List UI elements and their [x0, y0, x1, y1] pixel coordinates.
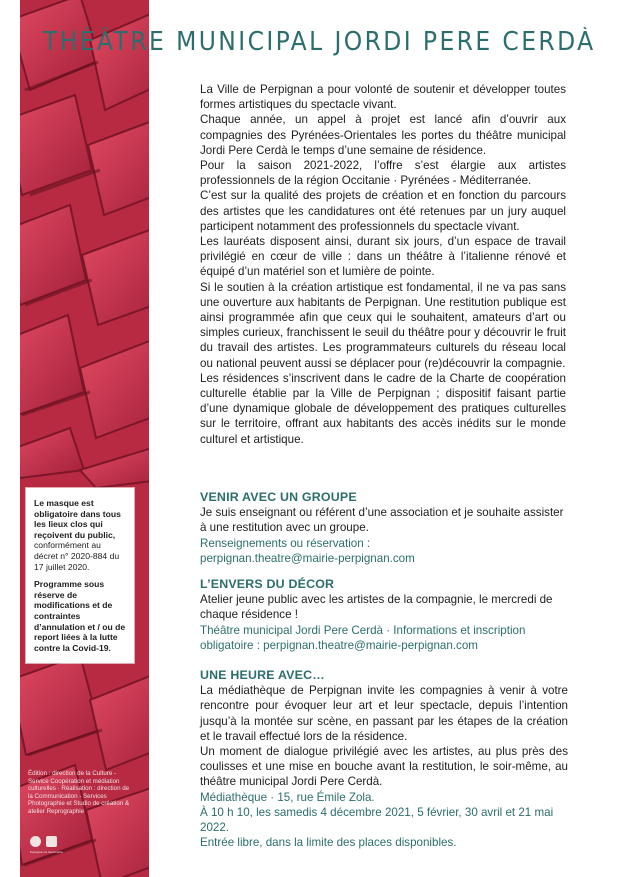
hour-text-bold: La médiathèque de Perpignan invite les compagnies à venir à votre rencontre: [200, 684, 568, 713]
recycle-logo-icon: [46, 836, 57, 847]
intro-paragraph: Pour la saison 2021-2022, l’offre s’est élargie aux artistes professionnels de la région Occitanie · Pyrénées - Méditerranée.: [200, 159, 566, 188]
covid-notice: [26, 488, 134, 663]
decor-section: [200, 577, 570, 653]
group-heading: VENIR AVEC UN GROUPE: [200, 490, 357, 504]
decor-heading: L’ENVERS DU DÉCOR: [200, 577, 335, 591]
group-info-label: Renseignements ou réservation :: [200, 536, 371, 550]
intro-paragraph: C’est sur la qualité des projets de création et en fonction du parcours des artistes que les candidatures ont été retenues par un jury auquel participent notamment des professionnels du spectacle vivant.: [200, 189, 566, 233]
edition-credits: Édition : direction de la Culture - Service Coopération et médiation culturelles · Réalisation : direction de la Communication - Services Photographie et Studio de création & atelier Reprographie: [28, 770, 130, 815]
hour-entry: Entrée libre, dans la limite des places disponibles.: [200, 836, 457, 850]
hour-heading: UNE HEURE AVEC…: [200, 668, 325, 682]
hour-address: Médiathèque · 15, rue Émile Zola.: [200, 790, 375, 804]
intro-paragraph: Les résidences s’inscrivent dans le cadre de la Charte de coopération culturelle établie par la Ville de Perpignan ; dispositif faisant partie d’une dynamique globale de développement des pratiques culturelles sur le territoire, offrant aux habitants des accès inédits sur le monde culturel et artistique.: [200, 371, 566, 446]
perpignan-logo-icon: [30, 836, 41, 847]
intro-paragraph: Chaque année, un appel à projet est lancé afin d’ouvrir aux compagnies des Pyrénées-Orientales les portes du théâtre municipal Jordi Pere Cerdà le temps d’une semaine de résidence.: [200, 113, 566, 157]
page-title: THÉÂTRE MUNICIPAL JORDI PERE CERDÀ: [43, 27, 596, 57]
intro-text: [200, 82, 566, 447]
intro-paragraph: Les lauréats disposent ainsi, durant six jours, d’un espace de travail privilégié en cœur de ville : dans un théâtre à l’italienne rénové et équipé d’un matériel son et lumière de pointe.: [200, 235, 566, 279]
logo-caption: Perpignan·la rayonnante: [30, 850, 63, 854]
hour-text-2: Un moment de dialogue privilégié avec les artistes, au plus près des coulisses et une mise en bouche avant la restitution, le soir-même, au théâtre municipal Jordi Pere Cerdà.: [200, 745, 568, 789]
hour-section: [200, 668, 568, 850]
notice-mask-bold: Le masque est obligatoire dans tous les lieux clos qui reçoivent du public,: [34, 498, 121, 540]
decor-info: Théâtre municipal Jordi Pere Cerdà · Informations et inscription obligatoire : perpignan.theatre@mairie-perpignan.com: [200, 623, 526, 652]
notice-programme: Programme sous réserve de modifications et de contraintes d’annulation et / ou de report liées à la lutte contre la Covid-19.: [34, 579, 126, 653]
notice-mask-rest: conformément au décret n° 2020-884 du 17 juillet 2020.: [34, 540, 120, 572]
hour-dates: À 10 h 10, les samedis 4 décembre 2021, 5 février, 30 avril et 21 mai 2022.: [200, 805, 554, 835]
decor-text-bold: Atelier jeune public avec les artistes de la compagnie,: [200, 593, 476, 607]
group-text: Je suis enseignant ou référent d’une association et je souhaite assister à une restitution avec un groupe.: [200, 506, 564, 535]
group-email-link[interactable]: perpignan.theatre@mairie-perpignan.com: [200, 551, 415, 565]
intro-paragraph: La Ville de Perpignan a pour volonté de soutenir et développer toutes formes artistiques du spectacle vivant.: [200, 83, 566, 112]
seats-photo-strip: [20, 0, 149, 877]
hour-text-rest: pour évoquer leur art et leur spectacle, depuis l’intention jusqu’à la montée sur scène, en passant par les étapes de la création et le travail effectué lors de la résidence.: [200, 699, 568, 743]
theatre-seats-image: [20, 0, 149, 877]
decor-text-rest: le mercredi de chaque résidence !: [200, 593, 553, 622]
intro-paragraph: Si le soutien à la création artistique est fondamental, il ne va pas sans une ouverture aux habitants de Perpignan. Une restitution publique est ainsi programmée afin que ceux qui le souhaitent, amateurs d’art ou simples curieux, franchissent le seuil du théâtre pour y découvrir le fruit du travail des artistes. Les programmateurs culturels du réseau local ou national peuvent aussi se déplacer pour (re)découvrir la compagnie.: [200, 280, 566, 370]
group-section: [200, 490, 570, 566]
